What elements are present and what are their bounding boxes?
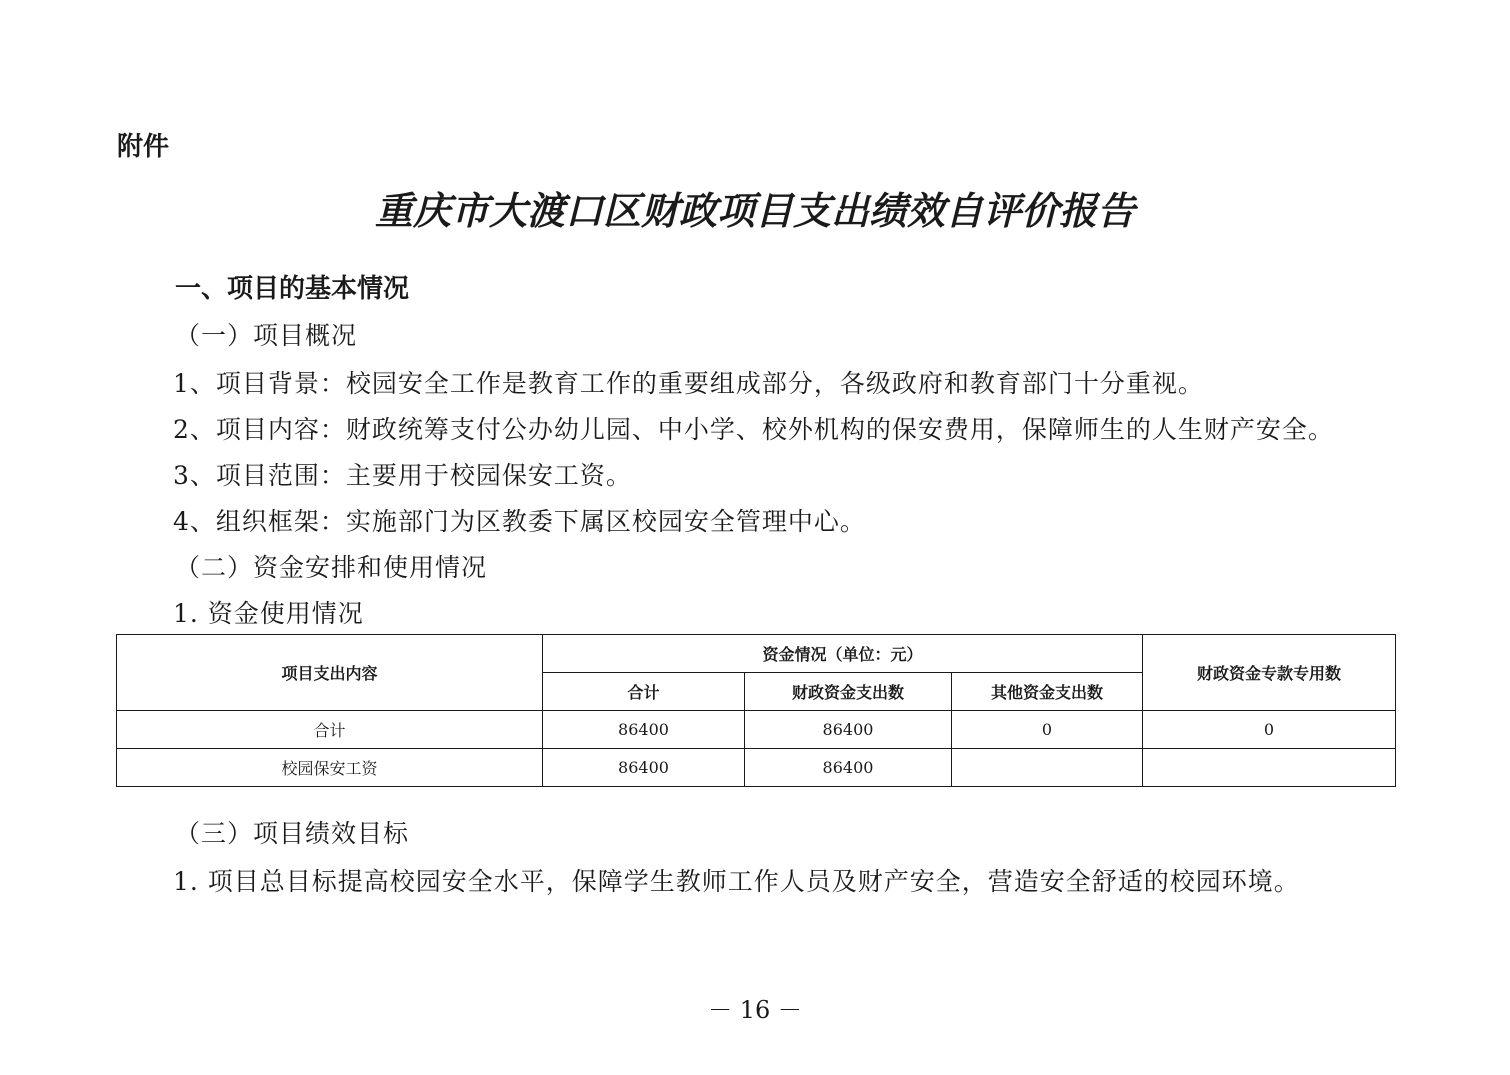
cell-special: 0	[1143, 711, 1396, 749]
overview-item-scope: 3、项目范围：主要用于校园保安工资。	[173, 461, 632, 490]
header-content: 项目支出内容	[117, 635, 543, 711]
section-heading-basic-info: 一、项目的基本情况	[175, 274, 410, 304]
funds-usage-label: 1. 资金使用情况	[173, 599, 364, 628]
subsection-heading-goals: （三）项目绩效目标	[175, 819, 410, 848]
header-fiscal: 财政资金支出数	[745, 673, 952, 711]
header-special: 财政资金专款专用数	[1143, 635, 1396, 711]
table-row	[117, 711, 1396, 749]
cell-total: 86400	[543, 711, 745, 749]
cell-total: 86400	[543, 749, 745, 787]
cell-other	[952, 749, 1143, 787]
page-number: － 16 －	[708, 996, 802, 1024]
cell-fiscal: 86400	[745, 711, 952, 749]
attachment-label: 附件	[117, 132, 170, 162]
cell-special	[1143, 749, 1396, 787]
funds-table-header-row	[117, 635, 1396, 673]
cell-content: 校园保安工资	[117, 749, 543, 787]
cell-fiscal: 86400	[745, 749, 952, 787]
header-total: 合计	[543, 673, 745, 711]
overview-item-content: 2、项目内容：财政统筹支付公办幼儿园、中小学、校外机构的保安费用，保障师生的人生财产安全。	[173, 415, 1334, 444]
overview-item-organization: 4、组织框架：实施部门为区教委下属区校园安全管理中心。	[173, 507, 866, 536]
subsection-heading-funds: （二）资金安排和使用情况	[175, 553, 488, 582]
overview-item-background: 1、项目背景：校园安全工作是教育工作的重要组成部分，各级政府和教育部门十分重视。	[173, 369, 1204, 398]
goal-item-overall: 1. 项目总目标提高校园安全水平，保障学生教师工作人员及财产安全，营造安全舒适的校园环境。	[173, 867, 1300, 896]
subsection-heading-overview: （一）项目概况	[175, 321, 358, 350]
cell-content: 合计	[117, 711, 543, 749]
header-other: 其他资金支出数	[952, 673, 1143, 711]
header-funding: 资金情况（单位：元）	[543, 635, 1143, 673]
cell-other: 0	[952, 711, 1143, 749]
table-row	[117, 749, 1396, 787]
report-title: 重庆市大渡口区财政项目支出绩效自评价报告	[374, 188, 1135, 233]
funds-table	[116, 634, 1396, 787]
